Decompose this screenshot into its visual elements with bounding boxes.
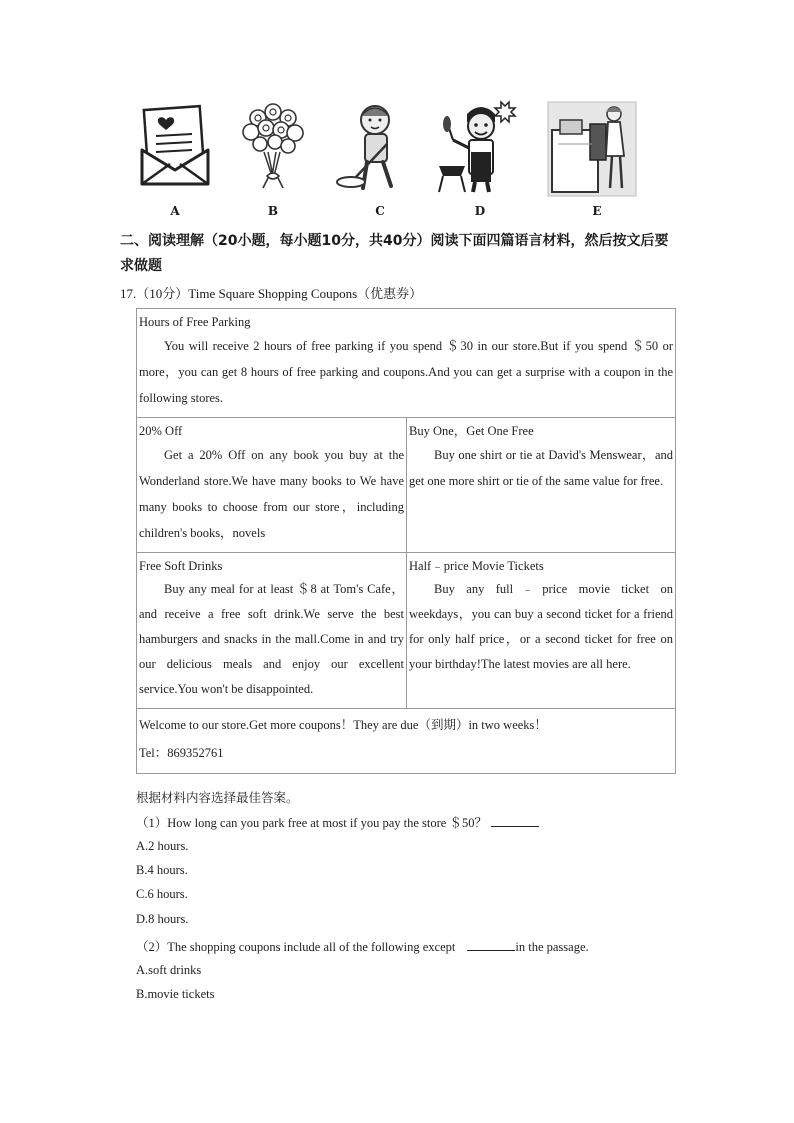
coupon-20-off xyxy=(137,418,407,553)
picture-d xyxy=(425,100,535,220)
welcome-text: Welcome to our store.Get more coupons！They are due（到期）in two weeks！ xyxy=(139,718,547,732)
table-row xyxy=(137,418,676,553)
coupon-body: Buy any meal for at least ＄8 at Tom's Cafe，and receive a free soft drink.We serve the best hamburgers and snacks in the mall.Come in and try our delicious meals and enjoy our excellent service.You won't be disappointed. xyxy=(139,582,404,696)
picture-label: D xyxy=(474,204,486,218)
coupon-footer xyxy=(137,709,676,774)
question-heading: 17.（10分）Time Square Shopping Coupons（优惠券） xyxy=(120,286,423,301)
coupon-title: Hours of Free Parking xyxy=(139,315,251,329)
q2-option-a: A.soft drinks xyxy=(136,963,202,977)
coupon-half-price-movie xyxy=(407,553,676,709)
answer-blank[interactable] xyxy=(467,938,515,951)
q1-option-b: B.4 hours. xyxy=(136,863,188,877)
picture-label: A xyxy=(170,204,180,218)
washing-machine-icon xyxy=(542,100,652,200)
section-title: 二、阅读理解（20小题，每小题10分，共40分）阅读下面四篇语言材料，然后按文后要求做题 xyxy=(120,233,669,274)
q2-stem-text: （2）The shopping coupons include all of the following except xyxy=(136,940,456,954)
coupon-body: Buy any full﹣price movie ticket on weekdays，you can buy a second ticket for a friend for only half price，or a second ticket for free on your birthday!The latest movies are all here. xyxy=(409,582,674,671)
flower-bouquet-icon xyxy=(218,100,328,200)
table-row xyxy=(137,553,676,709)
coupon-buy-one-get-one xyxy=(407,418,676,553)
coupon-free-soft-drinks xyxy=(137,553,407,709)
picture-label: E xyxy=(592,204,602,218)
love-letter-icon xyxy=(120,100,230,200)
q2-stem-tail: in the passage. xyxy=(515,940,589,954)
q1-stem-text: （1）How long can you park free at most if you pay the store ＄50？ xyxy=(136,816,487,830)
coupon-body: Buy one shirt or tie at David's Menswear，and get one more shirt or tie of the same value for free. xyxy=(409,448,674,488)
boy-mopping-icon xyxy=(325,100,435,200)
q1-option-c: C.6 hours. xyxy=(136,887,188,901)
answer-blank[interactable] xyxy=(491,814,539,827)
coupon-body: Get a 20% Off on any book you buy at the Wonderland store.We have many books to We have many books to choose from our store，including children's books，novels xyxy=(139,448,404,540)
coupon-title: Half﹣price Movie Tickets xyxy=(409,559,544,573)
q1-option-a: A.2 hours. xyxy=(136,839,189,853)
table-row xyxy=(137,709,676,774)
man-barbecue-icon xyxy=(425,100,535,200)
q1-stem xyxy=(136,813,676,831)
picture-label: C xyxy=(375,204,385,218)
coupon-body: You will receive 2 hours of free parking if you spend ＄30 in our store.But if you spend ＄50 or more，you can get 8 hours of free parking and coupons.And you can get a surprise with a coupon in the following stores. xyxy=(139,339,674,405)
table-row xyxy=(137,309,676,418)
picture-c xyxy=(325,100,435,220)
picture-b xyxy=(218,100,328,220)
coupon-title: 20% Off xyxy=(139,424,183,438)
picture-e xyxy=(542,100,652,220)
coupons-table xyxy=(136,308,676,774)
telephone-text: Tel：869352761 xyxy=(139,746,224,760)
coupon-title: Free Soft Drinks xyxy=(139,559,223,573)
q2-stem xyxy=(136,937,676,955)
picture-label: B xyxy=(267,204,279,218)
picture-a xyxy=(120,100,230,220)
q1-option-d: D.8 hours. xyxy=(136,912,189,926)
coupon-title: Buy One，Get One Free xyxy=(409,424,534,438)
coupon-free-parking xyxy=(137,309,676,418)
picture-row xyxy=(120,100,680,220)
instructions: 根据材料内容选择最佳答案。 xyxy=(136,791,299,805)
q2-option-b: B.movie tickets xyxy=(136,987,215,1001)
